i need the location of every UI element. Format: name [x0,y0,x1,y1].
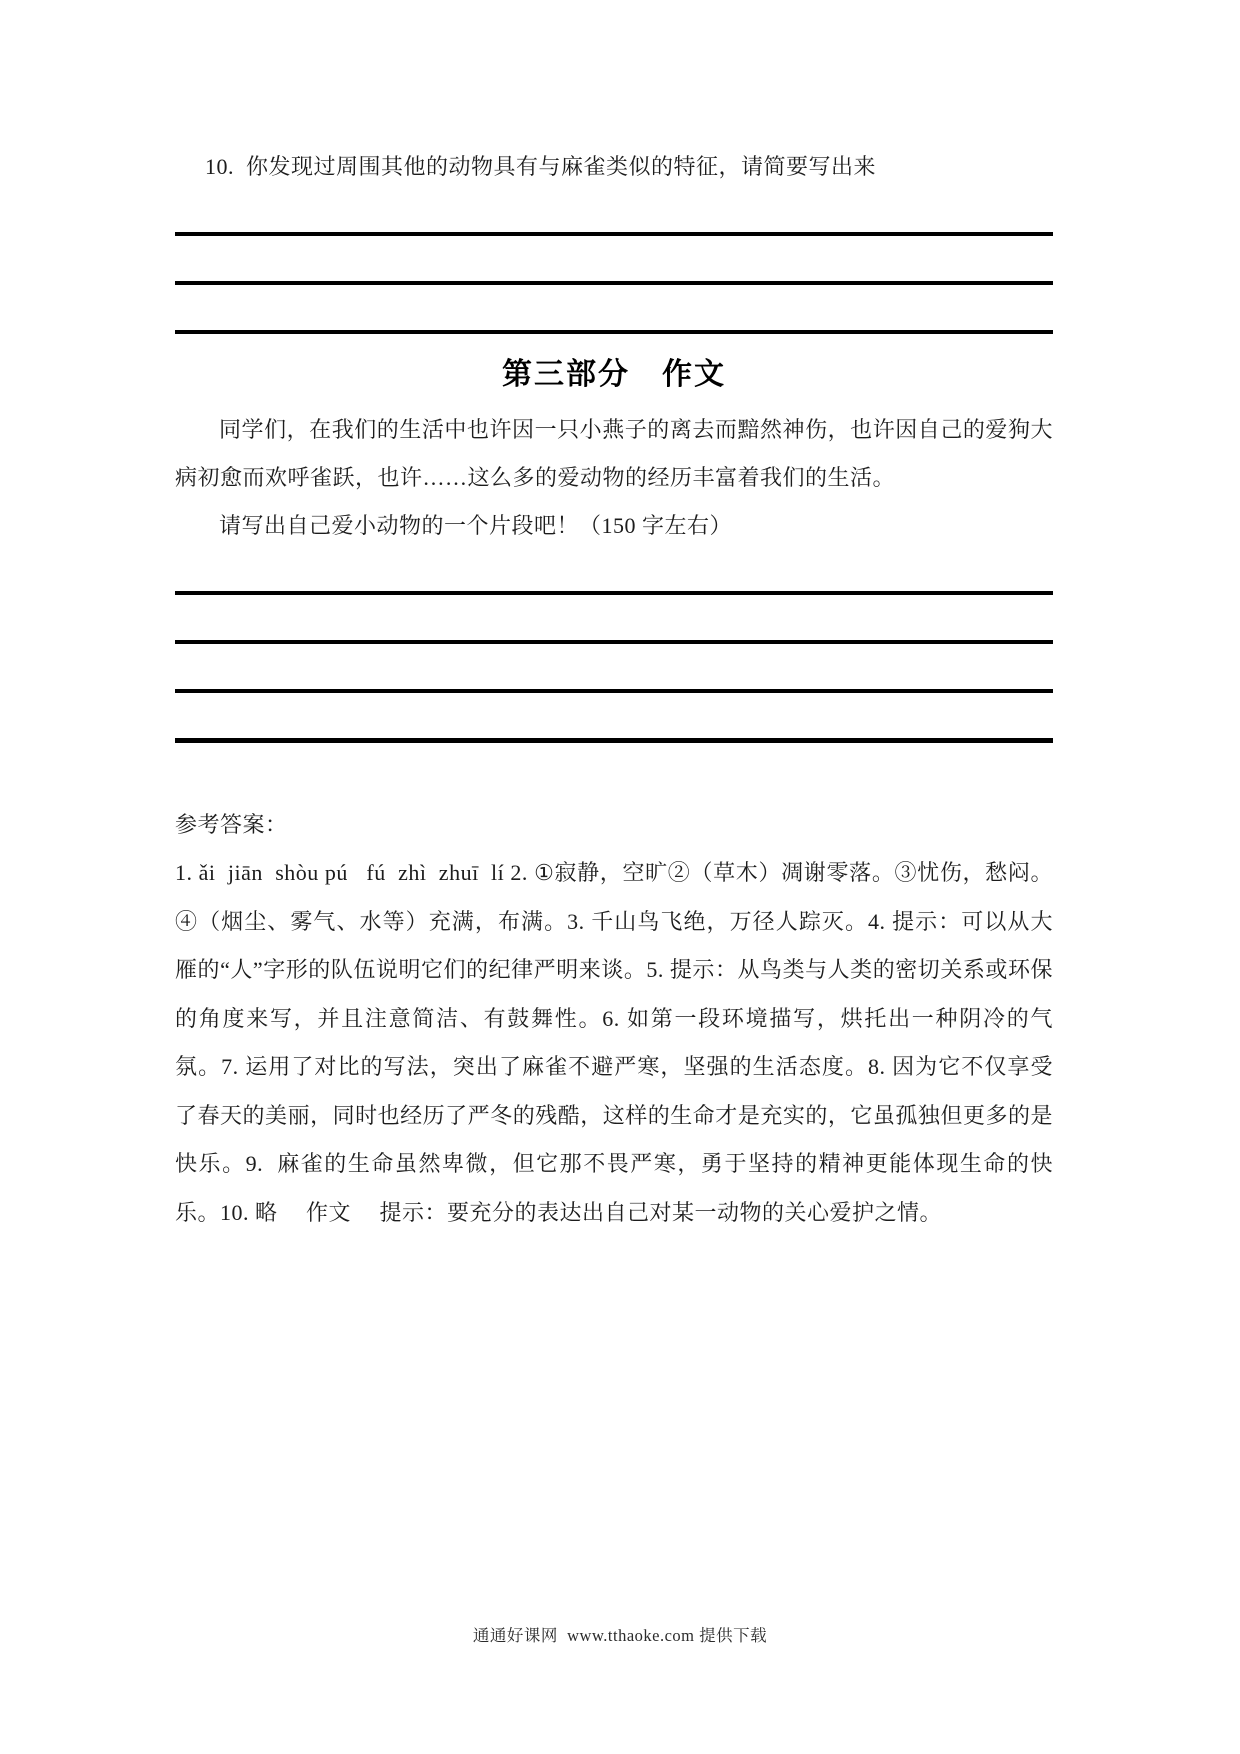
answer-line [175,281,1053,285]
answer-line [175,232,1053,236]
answer-line [175,689,1053,693]
answer-line [175,640,1053,644]
writing-prompt: 请写出自己爱小动物的一个片段吧！（150 字左右） [219,513,733,538]
page-footer: 通通好课网 www.tthaoke.com 提供下载 [472,1626,768,1645]
intro-paragraph: 同学们，在我们的生活中也许因一只小燕子的离去而黯然神伤，也许因自己的爱狗大病初愈而欢呼雀跃，也许……这么多的爱动物的经历丰富着我们的生活。 [175,417,1053,490]
answer-line [175,738,1053,743]
question-10: 10. 你发现过周围其他的动物具有与麻雀类似的特征，请简要写出来 [205,154,877,179]
answer-key-text: 1. ǎi jiān shòu pú fú zhì zhuī lí 2. ①寂静，空旷②（草木）凋谢零落。③忧伤，愁闷。④（烟尘、雾气、水等）充满，布满。3. 千山鸟飞绝，万径人踪灭。4. 提示：可以从大雁的“人”字形的队伍说明它们的纪律严明来谈。5. 提示：从鸟类与人类的密切关系或环保的角度来写，并且注意简洁、有鼓舞性。6. 如第一段环境描写，烘托出一种阴冷的气氛。7. 运用了对比的写法，突出了麻雀不避严寒，坚强的生活态度。8. 因为它不仅享受了春天的美丽，同时也经历了严冬的残酷，这样的生命才是充实的，它虽孤独但更多的是快乐。9. 麻雀的生命虽然卑微，但它那不畏严寒，勇于坚持的精神更能体现生命的快乐。10. 略 作文 提示：要充分的表达出自己对某一动物的关心爱护之情。 [175,860,1053,1225]
answer-key-label: 参考答案： [175,812,288,837]
section-title: 第三部分 作文 [502,358,726,391]
answer-line [175,330,1053,334]
answer-line [175,591,1053,595]
